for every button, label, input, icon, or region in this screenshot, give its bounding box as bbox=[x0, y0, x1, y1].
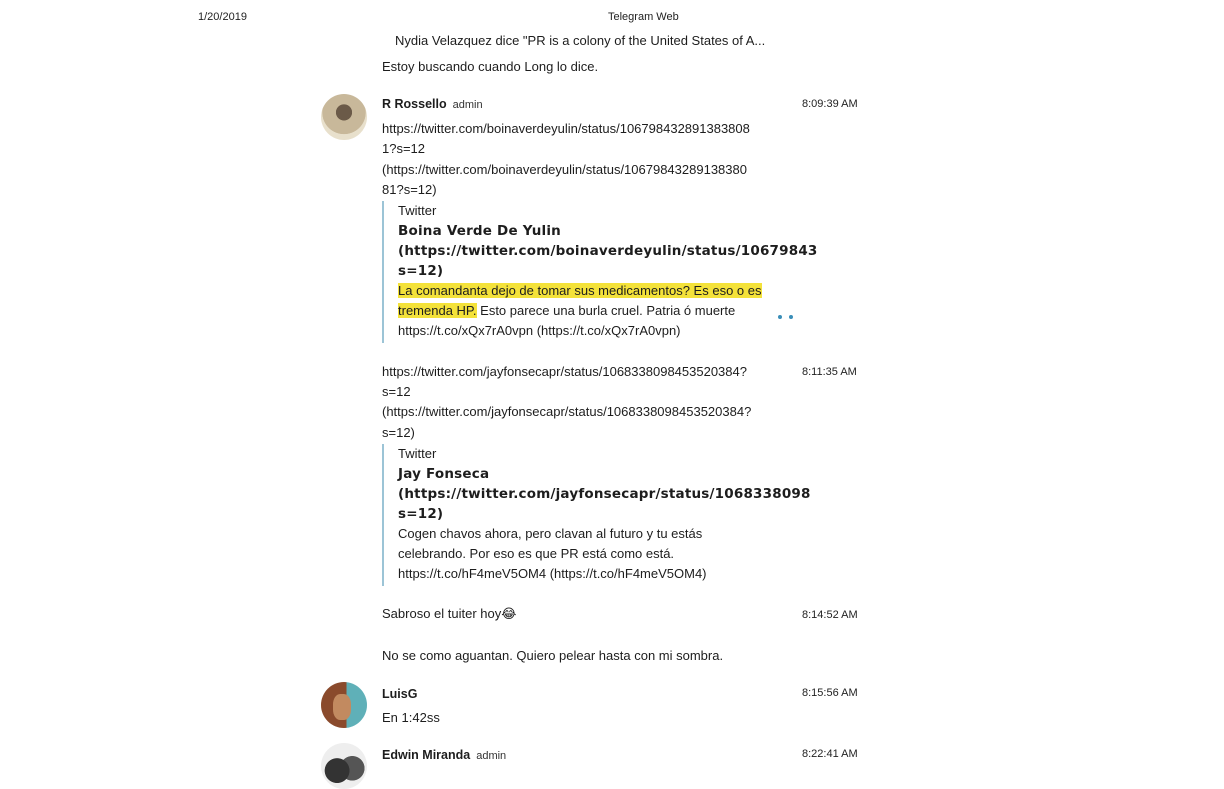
preview-text-line bbox=[398, 281, 818, 301]
message-link[interactable]: (https://twitter.com/jayfonsecapr/status/1068338098453520384? bbox=[382, 404, 752, 419]
preview-text-line bbox=[398, 301, 818, 321]
preview-title: Boina Verde De Yulin bbox=[398, 223, 561, 239]
preview-link[interactable]: (https://twitter.com/boinaverdeyulin/status/10679843 bbox=[398, 243, 818, 259]
preview-text-line: celebrando. Por eso es que PR está como está. bbox=[398, 546, 675, 561]
annotation-dots bbox=[778, 306, 800, 324]
message-text: Estoy buscando cuando Long lo dice. bbox=[382, 59, 599, 74]
avatar-edwin-miranda[interactable] bbox=[321, 743, 367, 789]
preview-link[interactable]: s=12) bbox=[398, 263, 444, 279]
preview-title: Jay Fonseca bbox=[398, 466, 490, 482]
link-preview-boina-verde[interactable] bbox=[382, 201, 818, 343]
message-time: 8:15:56 AM bbox=[802, 687, 858, 699]
preview-text-link[interactable]: https://t.co/xQx7rA0vpn (https://t.co/xQx7rA0vpn) bbox=[398, 323, 681, 338]
preview-link[interactable]: (https://twitter.com/jayfonsecapr/status/1068338098 bbox=[398, 486, 811, 502]
avatar-luisg[interactable] bbox=[321, 682, 367, 728]
print-title: Telegram Web bbox=[608, 11, 679, 23]
print-date: 1/20/2019 bbox=[198, 11, 247, 23]
preview-site-name: Twitter bbox=[398, 203, 437, 218]
highlighted-text: La comandanta dejo de tomar sus medicamentos? Es eso o es bbox=[398, 283, 762, 298]
author-name[interactable]: LuisG bbox=[382, 687, 418, 701]
message-link[interactable]: https://twitter.com/jayfonsecapr/status/1068338098453520384? bbox=[382, 364, 747, 379]
message-link[interactable]: (https://twitter.com/boinaverdeyulin/status/10679843289138380 bbox=[382, 162, 747, 177]
message-time: 8:11:35 AM bbox=[802, 366, 857, 378]
preview-site-name: Twitter bbox=[398, 446, 437, 461]
message-link[interactable]: 81?s=12) bbox=[382, 182, 437, 197]
message-link[interactable]: 1?s=12 bbox=[382, 141, 426, 156]
author-role-badge: admin bbox=[476, 750, 507, 762]
message-link[interactable]: https://twitter.com/boinaverdeyulin/status/106798432891383808 bbox=[382, 121, 750, 136]
link-preview-jay-fonseca[interactable] bbox=[382, 444, 818, 586]
highlighted-text: tremenda HP. bbox=[398, 303, 477, 318]
preview-text-link[interactable]: https://t.co/hF4meV5OM4 (https://t.co/hF4meV5OM4) bbox=[398, 566, 707, 581]
author-name[interactable]: Edwin Miranda bbox=[382, 748, 471, 762]
message-time: 8:14:52 AM bbox=[802, 609, 858, 621]
message-author-line bbox=[382, 94, 483, 115]
message-author-line bbox=[382, 684, 417, 704]
message-text: No se como aguantan. Quiero pelear hasta con mi sombra. bbox=[382, 648, 724, 663]
message-text: En 1:42ss bbox=[382, 710, 440, 725]
preview-link[interactable]: s=12) bbox=[398, 506, 444, 522]
message-link[interactable]: s=12 bbox=[382, 384, 411, 399]
avatar-r-rossello[interactable] bbox=[321, 94, 367, 140]
message-time: 8:22:41 AM bbox=[802, 748, 858, 760]
message-link[interactable]: s=12) bbox=[382, 425, 415, 440]
author-role-badge: admin bbox=[452, 99, 483, 111]
forwarded-message-preview[interactable]: Nydia Velazquez dice "PR is a colony of the United States of A... bbox=[395, 33, 766, 48]
message-time: 8:09:39 AM bbox=[802, 98, 858, 110]
preview-text: Esto parece una burla cruel. Patria ó muerte bbox=[476, 303, 736, 318]
message-text: Sabroso el tuiter hoy😂 bbox=[382, 606, 517, 621]
preview-text-line: Cogen chavos ahora, pero clavan al futuro y tu estás bbox=[398, 526, 703, 541]
message-author-line bbox=[382, 745, 506, 766]
author-name[interactable]: R Rossello bbox=[382, 97, 447, 111]
